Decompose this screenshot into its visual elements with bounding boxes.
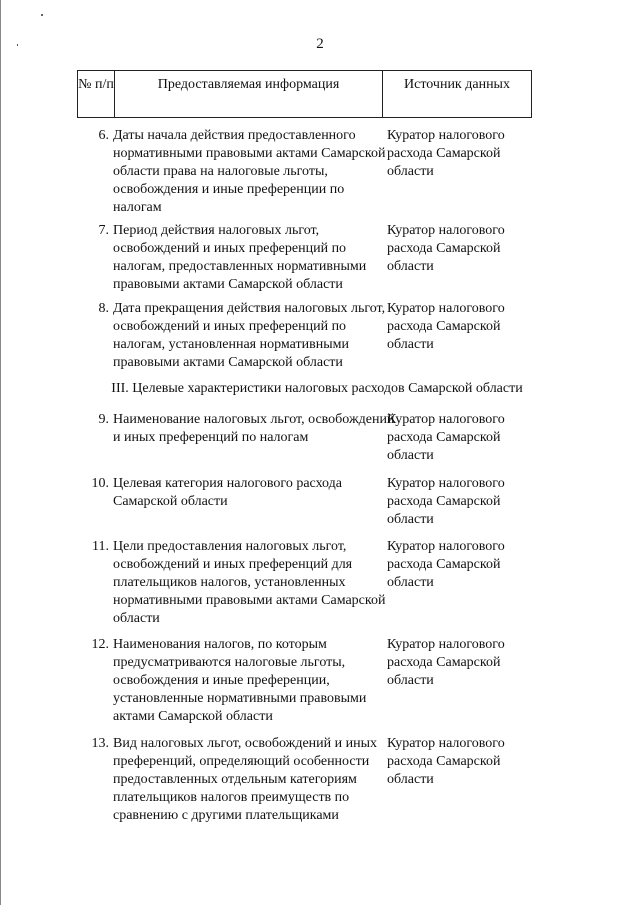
row-source: Куратор налогового расхода Самарской области [387, 412, 505, 463]
row-info: Цели предоставления налоговых льгот, освобождений и иных преференций для плательщиков налогов, установленных нормативными правовыми актами Самарской области [113, 539, 386, 626]
row-info: Даты начала действия предоставленного нормативными правовыми актами Самарской области права на налоговые льготы, освобождения и иные преференции по налогам [113, 128, 386, 215]
row-info: Период действия налоговых льгот, освобождений и иных преференций по налогам, предоставленных нормативными правовыми актами Самарской области [113, 223, 367, 292]
table-header [77, 70, 532, 118]
row-num: 10. [91, 476, 109, 491]
row-info: Наименования налогов, по которым предусматриваются налоговые льготы, освобождения и иные преференции, установленные нормативными правовыми актами Самарской области [113, 637, 367, 724]
section-title: III. Целевые характеристики налоговых расходов Самарской области [111, 381, 523, 396]
row-info: Дата прекращения действия налоговых льгот, освобождений и иных преференций по налогам, установленная нормативными правовыми актами Самарской области [113, 301, 386, 370]
row-num: 12. [91, 637, 109, 652]
row-info: Целевая категория налогового расхода Самарской области [113, 476, 342, 509]
row-info: Вид налоговых льгот, освобождений и иных преференций, определяющий особенности предоставленных отдельным категориям плательщиков налогов преимуществ по сравнению с другими плательщиками [113, 736, 378, 823]
header-source: Источник данных [404, 77, 510, 92]
row-source: Куратор налогового расхода Самарской области [387, 539, 505, 590]
row-source: Куратор налогового расхода Самарской области [387, 476, 505, 527]
row-num: 11. [92, 539, 109, 554]
page-number: 2 [316, 36, 324, 52]
row-num: 9. [98, 412, 109, 427]
row-num: 7. [98, 223, 109, 238]
row-info: Наименование налоговых льгот, освобождений и иных преференций по налогам [113, 412, 395, 445]
row-num: 13. [91, 736, 109, 751]
page-edge [0, 0, 1, 905]
header-info: Предоставляемая информация [157, 77, 340, 92]
scan-speck [41, 14, 43, 16]
row-num: 6. [98, 128, 109, 143]
row-source: Куратор налогового расхода Самарской области [387, 301, 505, 352]
row-source: Куратор налогового расхода Самарской области [387, 736, 505, 787]
header-num: № п/п [78, 77, 114, 92]
row-source: Куратор налогового расхода Самарской области [387, 637, 505, 688]
row-num: 8. [98, 301, 109, 316]
row-source: Куратор налогового расхода Самарской области [387, 223, 505, 274]
row-source: Куратор налогового расхода Самарской области [387, 128, 505, 179]
